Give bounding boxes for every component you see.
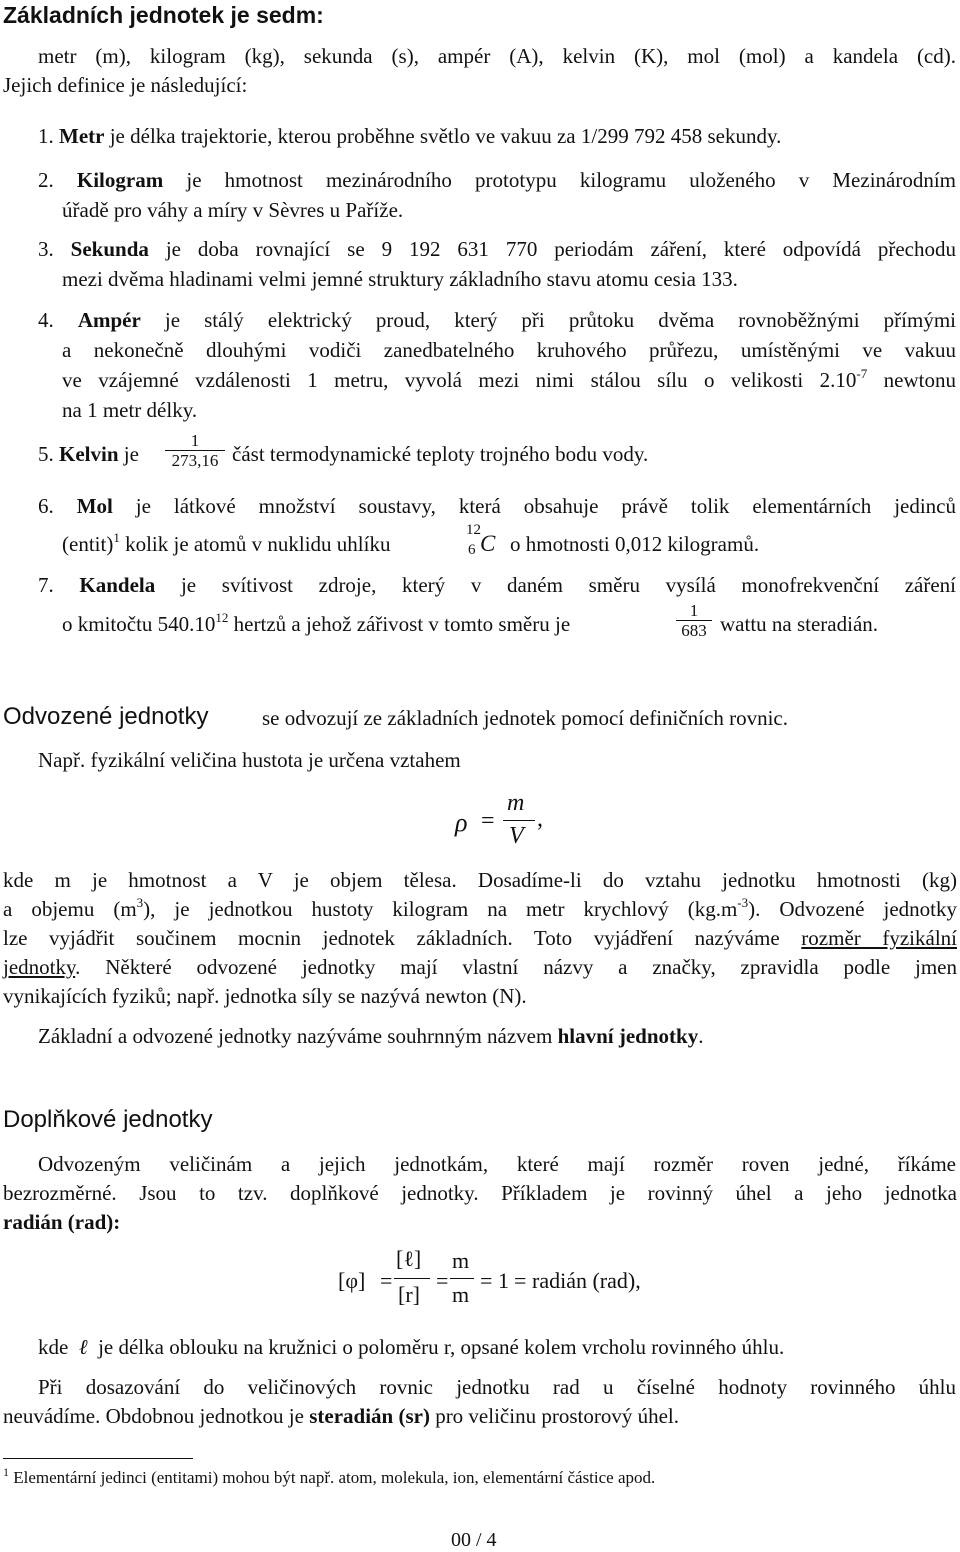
definition-kelvin-rest: část termodynamické teploty trojného bodu vody.: [232, 442, 649, 466]
radian-note-line-1: Při dosazování do veličinových rovnic jednotku rad u číselné hodnoty rovinného úhlu: [38, 1375, 956, 1399]
density-explanation-line-5: vynikajících fyziků; např. jednotka síly se nazývá newton (N).: [3, 984, 527, 1008]
definition-mol-line-2: (entit)$^1$ kolik je atomů v nuklidu uhlíku: [62, 530, 391, 556]
carbon-isotope: 12 6 C: [466, 522, 496, 558]
derived-units-intro: se odvozují ze základních jednotek pomocí definičních rovnic.: [262, 706, 788, 730]
intro-line-2: Jejich definice je následující:: [3, 73, 248, 97]
heading-derived-units: Odvozené jednotky: [3, 703, 209, 730]
density-intro: Např. fyzikální veličina hustota je určena vztahem: [38, 748, 461, 772]
definition-sekunda: 3. Sekunda je doba rovnající se 9 192 631 770 periodám záření, které odpovídá přechodu: [38, 237, 957, 261]
density-explanation-line-3: lze vyjádřit součinem mocnin jednotek základních. Toto vyjádření nazýváme rozměr fyzikální: [3, 926, 957, 950]
density-explanation-line-2: a objemu $(m^3)$, je jednotkou hustoty kilogram na metr krychlový $(kg.m^{-3})$. Odvozené jednotky: [3, 895, 957, 921]
density-explanation-line-4: jednotky. Některé odvozené jednotky mají vlastní názvy a značky, zpravidla podle jmen: [3, 955, 957, 979]
footnote-divider: [3, 1458, 193, 1459]
definition-metr: 1. Metr je délka trajektorie, kterou proběhne světlo ve vakuu za 1/299 792 458 sekundy.: [38, 124, 782, 148]
footnote: $^1$ Elementární jedinci (entitami) mohou být např. atom, molekula, ion, elementární částice apod.: [3, 1465, 656, 1487]
supplementary-line-3: radián (rad):: [3, 1210, 121, 1234]
main-units-sentence: Základní a odvozené jednotky nazýváme souhrnným názvem hlavní jednotky.: [38, 1024, 704, 1048]
density-formula: ρ = m V ,: [455, 790, 543, 849]
definition-amper-line-4: na 1 metr délky.: [62, 398, 198, 422]
supplementary-line-2: bezrozměrné. Jsou to tzv. doplňkové jednotky. Příkladem je rovinný úhel a jeho jednotka: [3, 1181, 957, 1205]
definition-amper-line-3: ve vzájemné vzdálenosti 1 metru, vyvolá mezi nimi stálou sílu o velikosti $2.10^{-7}$ newtonu: [62, 366, 956, 392]
radian-formula: [φ] = [ℓ] [r] = m m = 1 = radián (rad),: [338, 1246, 641, 1307]
definition-sekunda-line-2: mezi dvěma hladinami velmi jemné struktury základního stavu atomu cesia 133.: [62, 267, 738, 291]
definition-kelvin: 5. Kelvin je: [38, 442, 139, 466]
definition-kandela-line-2: o kmitočtu 540.10$^{12}$ hertzů a jehož zářivost v tomto směru je: [62, 610, 571, 636]
definition-kandela: 7. Kandela je svítivost zdroje, který v daném směru vysílá monofrekvenční záření: [38, 573, 957, 597]
definition-kandela-line-2-end: wattu na steradián.: [720, 612, 879, 636]
definition-mol: 6. Mol je látkové množství soustavy, která obsahuje právě tolik elementárních jedinců: [38, 494, 957, 518]
definition-amper-line-2: a nekonečně dlouhými vodiči zanedbatelného kruhového průřezu, umístěnými ve vakuu: [62, 338, 956, 362]
radian-explanation: kde ℓ je délka oblouku na kružnici o poloměru r, opsané kolem vrcholu rovinného úhlu.: [38, 1335, 785, 1359]
definition-amper: 4. Ampér je stálý elektrický proud, který při průtoku dvěma rovnoběžnými přímými: [38, 308, 957, 332]
definition-kilogram-line-2: úřadě pro váhy a míry v Sèvres u Paříže.: [62, 198, 404, 222]
radian-note-line-2: neuvádíme. Obdobnou jednotkou je steradián (sr) pro veličinu prostorový úhel.: [3, 1404, 679, 1428]
heading-base-units: Základních jednotek je sedm:: [3, 2, 324, 28]
heading-supplementary-units: Doplňkové jednotky: [3, 1106, 213, 1133]
kandela-fraction: $\frac{1}{683}$: [676, 602, 712, 641]
definition-mol-line-2-end: o hmotnosti 0,012 kilogramů.: [510, 532, 760, 556]
kelvin-fraction: $\frac{1}{273,16}$: [165, 432, 225, 471]
intro-line-1: metr (m), kilogram (kg), sekunda (s), ampér (A), kelvin (K), mol (mol) a kandela (cd).: [38, 44, 956, 68]
density-explanation-line-1: kde m je hmotnost a V je objem tělesa. Dosadíme-li do vztahu jednotku hmotnosti (kg): [3, 868, 957, 892]
page-number: 00 / 4: [451, 1529, 497, 1551]
supplementary-line-1: Odvozeným veličinám a jejich jednotkám, které mají rozměr roven jedné, říkáme: [38, 1152, 956, 1176]
definition-kilogram: 2. Kilogram je hmotnost mezinárodního prototypu kilogramu uloženého v Mezinárodním: [38, 168, 957, 192]
